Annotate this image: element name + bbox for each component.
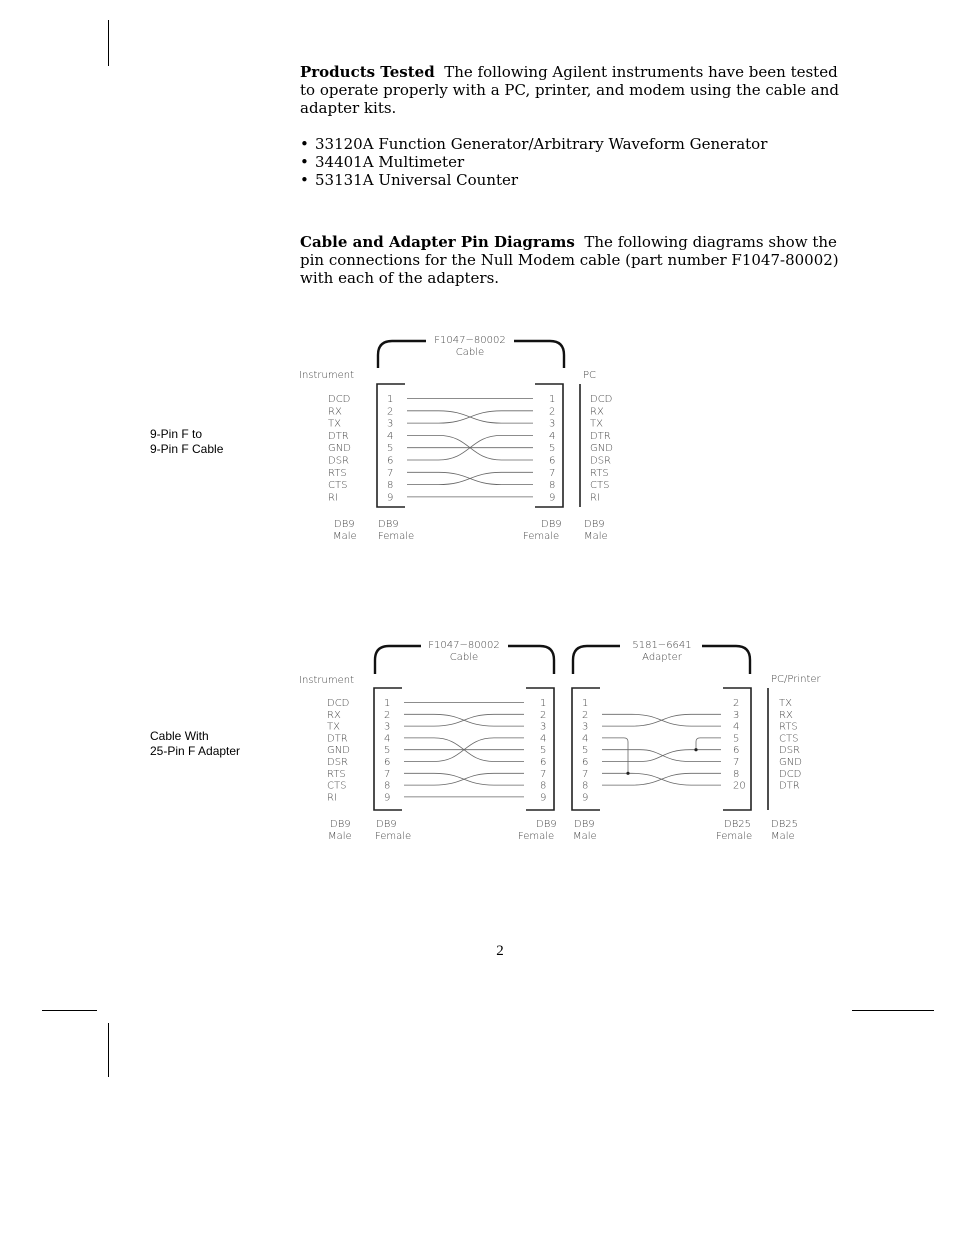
diagrams-heading: Cable and Adapter Pin Diagrams [300, 233, 575, 251]
connector-type-label: DB25 [724, 819, 751, 830]
diagram2-side-label: Cable With 25-Pin F Adapter [150, 729, 241, 758]
pin-number: 9 [384, 792, 391, 804]
junction-dot [626, 772, 629, 775]
signal-label: RTS [779, 721, 798, 733]
signal-label: TX [590, 418, 603, 430]
connector-type-label: DB9 [334, 519, 355, 530]
pin-number: 3 [549, 418, 556, 430]
pin-number: 1 [387, 394, 394, 405]
signal-label: GND [590, 443, 613, 455]
connector-gender-label: Female [375, 831, 412, 842]
connector-type-label: DB9 [574, 819, 595, 830]
pin-number: 7 [540, 768, 547, 780]
cable-name-label: Cable [449, 652, 479, 663]
connector-type-label: DB9 [584, 519, 605, 530]
pin-number: 8 [549, 480, 556, 492]
pin-number: 3 [540, 721, 547, 733]
pin-number: 3 [733, 709, 740, 721]
pin-number: 1 [582, 698, 589, 709]
instrument-title: Instrument [299, 675, 355, 686]
cable-part-label: F1047−80002 [434, 335, 506, 346]
wire [602, 738, 628, 773]
pin-number: 20 [733, 780, 746, 792]
connector-type-label: DB9 [376, 819, 397, 830]
pin-number: 3 [387, 418, 394, 430]
pin-number: 6 [540, 757, 547, 768]
connector-gender-label: Male [771, 831, 795, 842]
right-signal-names [779, 698, 802, 792]
pin-number: 2 [540, 709, 547, 721]
signal-label: TX [327, 721, 340, 733]
signal-label: CTS [328, 480, 348, 492]
connector-gender-label: Male [584, 531, 608, 542]
signal-label: DTR [779, 780, 800, 792]
signal-label: CTS [590, 480, 610, 492]
pin-number: 8 [733, 768, 740, 780]
pin-number: 4 [582, 733, 589, 745]
signal-label: RI [327, 792, 337, 804]
adapter-left-pin-numbers [582, 698, 588, 803]
signal-label: CTS [327, 780, 347, 792]
cable-name-label: Cable [455, 347, 485, 358]
pin-number: 4 [384, 733, 391, 745]
pin-number: 2 [733, 698, 740, 709]
products-heading: Products Tested [300, 63, 435, 81]
adapter-bracket-left [573, 646, 620, 674]
signal-label: DTR [327, 733, 348, 745]
cable-bracket-left [375, 646, 421, 674]
pin-number: 9 [387, 492, 394, 504]
connector-type-label: DB9 [536, 819, 557, 830]
connector-gender-label: Female [523, 531, 560, 542]
pin-number: 9 [540, 792, 547, 804]
signal-label: TX [779, 698, 792, 709]
signal-label: DCD [327, 698, 350, 709]
pin-number: 1 [549, 394, 556, 405]
pin-number: 6 [384, 757, 391, 768]
adapter-right-pin-numbers [733, 698, 746, 792]
signal-label: DSR [590, 455, 611, 467]
pin-number: 5 [733, 733, 740, 745]
pin-number: 2 [384, 709, 391, 721]
pin-number: 9 [582, 792, 589, 804]
signal-label: RX [328, 406, 342, 418]
pin-number: 8 [540, 780, 547, 792]
signal-label: RX [590, 406, 604, 418]
wire [404, 714, 524, 726]
cable-bracket-right [508, 646, 554, 674]
pin-number: 4 [540, 733, 547, 745]
adapter-wires [602, 714, 721, 785]
pin-number: 4 [549, 430, 556, 442]
cable-wires [404, 703, 524, 797]
signal-label: DCD [779, 768, 802, 780]
wire [696, 738, 721, 750]
connector-gender-label: Male [328, 831, 352, 842]
connector-gender-label: Male [573, 831, 597, 842]
pin-number: 6 [733, 745, 740, 757]
pin-number: 4 [733, 721, 740, 733]
pin-number: 3 [384, 721, 391, 733]
pin-number: 5 [549, 443, 556, 455]
pin-number: 9 [549, 492, 556, 504]
signal-label: DSR [328, 455, 349, 467]
signal-label: TX [328, 418, 341, 430]
connector-type-label: DB9 [378, 519, 399, 530]
signal-label: DCD [328, 394, 351, 405]
pin-number: 7 [384, 768, 391, 780]
pin-number: 5 [384, 745, 391, 757]
cable-right-pin-numbers [540, 698, 546, 803]
connector-type-label: DB25 [771, 819, 798, 830]
left-signal-names [327, 698, 350, 803]
signal-label: DSR [779, 745, 800, 757]
wire [602, 773, 721, 785]
pin-number: 4 [387, 430, 394, 442]
pin-number: 7 [733, 757, 740, 768]
connector-type-label: DB9 [541, 519, 562, 530]
signal-label: RTS [328, 467, 347, 479]
signal-label: DTR [328, 430, 349, 442]
wire [602, 750, 721, 762]
signal-label: RTS [590, 467, 609, 479]
pin-number: 3 [582, 721, 589, 733]
pc-printer-title: PC/Printer [771, 674, 821, 685]
pin-number: 2 [549, 406, 556, 418]
pin-number: 2 [582, 709, 589, 721]
pin-number: 2 [387, 406, 394, 418]
adapter-bracket-right [702, 646, 750, 674]
pc-title: PC [583, 370, 597, 381]
signal-label: GND [327, 745, 350, 757]
list-item: • 53131A Universal Counter [300, 171, 840, 189]
adapter-part-label: 5181−6641 [632, 640, 692, 651]
connector-gender-label: Male [333, 531, 357, 542]
diagram1-side-label: 9-Pin F to 9-Pin F Cable [150, 427, 224, 456]
cable-left-pin-numbers [384, 698, 390, 803]
pin-number: 6 [549, 455, 556, 467]
page-number: 2 [496, 943, 504, 959]
diagrams-text: The following diagrams show the pin connections for the Null Modem cable (part number F1047-80002) with each of the adapters. [300, 233, 839, 287]
products-text: The following Agilent instruments have been tested to operate properly with a PC, printer, and modem using the cable and adapter kits. [300, 63, 839, 117]
pin-number: 5 [582, 745, 589, 757]
signal-label: DSR [327, 757, 348, 768]
connector-gender-label: Female [518, 831, 555, 842]
connector-gender-label: Female [378, 531, 415, 542]
adapter-name-label: Adapter [642, 652, 682, 663]
signal-label: RX [779, 709, 793, 721]
pin-number: 6 [387, 455, 394, 467]
signal-label: GND [328, 443, 351, 455]
instrument-title: Instrument [299, 370, 355, 381]
wire [602, 714, 721, 726]
signal-label: DCD [590, 394, 613, 405]
list-item: • 33120A Function Generator/Arbitrary Waveform Generator [300, 135, 840, 153]
connector-type-label: DB9 [330, 819, 351, 830]
pin-number: 8 [582, 780, 589, 792]
pin-number: 5 [540, 745, 547, 757]
signal-label: RX [327, 709, 341, 721]
pin-number: 7 [549, 467, 556, 479]
pin-number: 8 [387, 480, 394, 492]
signal-label: RTS [327, 768, 346, 780]
signal-label: RI [590, 492, 600, 504]
signal-label: GND [779, 757, 802, 768]
pin-number: 5 [387, 443, 394, 455]
pin-number: 1 [540, 698, 547, 709]
junction-dot [694, 748, 697, 751]
wire [602, 750, 721, 762]
pin-number: 7 [387, 467, 394, 479]
cable-part-label: F1047−80002 [428, 640, 500, 651]
signal-label: DTR [590, 430, 611, 442]
pin-number: 1 [384, 698, 391, 709]
signal-label: RI [328, 492, 338, 504]
wire [404, 773, 524, 785]
connector-gender-label: Female [716, 831, 753, 842]
signal-label: CTS [779, 733, 799, 745]
pin-number: 8 [384, 780, 391, 792]
pin-number: 6 [582, 757, 589, 768]
list-item: • 34401A Multimeter [300, 153, 840, 171]
pin-number: 7 [582, 768, 589, 780]
